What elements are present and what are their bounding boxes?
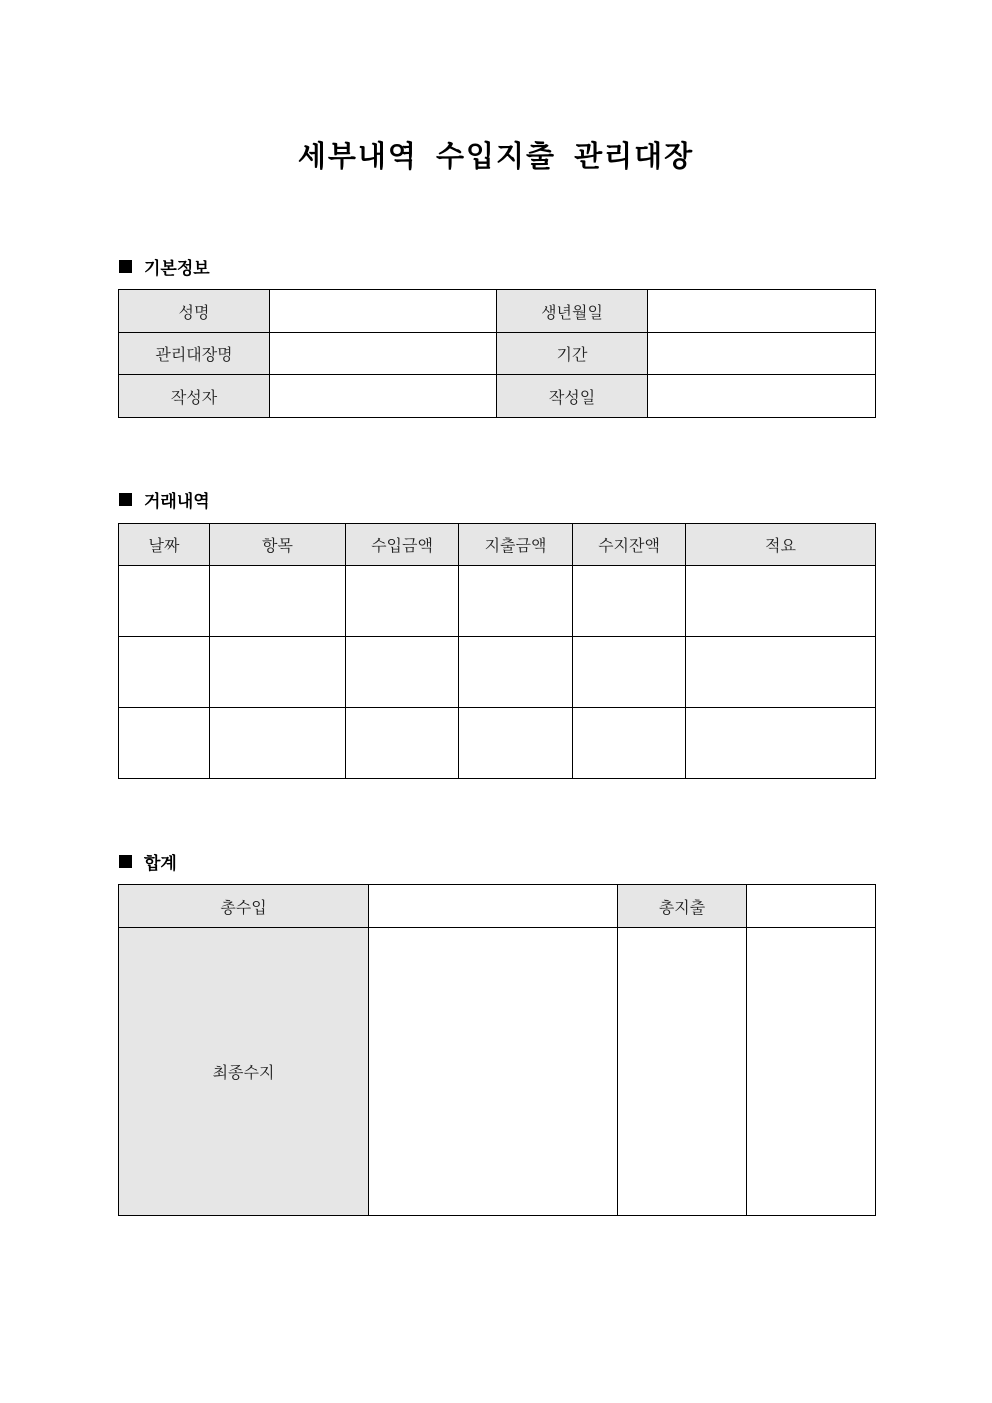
written-date-field[interactable] — [648, 375, 876, 418]
table-row — [119, 333, 876, 375]
balance-cell[interactable] — [573, 566, 686, 637]
item-cell[interactable] — [210, 566, 346, 637]
income-cell[interactable] — [346, 708, 459, 779]
section-heading-label: 거래내역 — [144, 492, 210, 512]
table-row — [119, 637, 876, 708]
square-bullet-icon — [119, 260, 132, 273]
total-income-label: 총수입 — [119, 885, 369, 928]
transactions-table — [118, 523, 876, 779]
memo-cell[interactable] — [686, 566, 876, 637]
date-cell[interactable] — [119, 708, 210, 779]
ledger-name-label: 관리대장명 — [119, 333, 270, 375]
table-row — [119, 290, 876, 333]
total-expense-label: 총지출 — [618, 885, 747, 928]
table-row — [119, 708, 876, 779]
table-header-row — [119, 524, 876, 566]
column-header-expense: 지출금액 — [459, 524, 573, 566]
final-balance-field[interactable] — [369, 928, 618, 1216]
item-cell[interactable] — [210, 637, 346, 708]
balance-cell[interactable] — [573, 708, 686, 779]
table-row — [119, 928, 876, 1216]
totals-table — [118, 884, 876, 1216]
total-income-field[interactable] — [369, 885, 618, 928]
blank-cell[interactable] — [618, 928, 747, 1216]
period-field[interactable] — [648, 333, 876, 375]
basic-info-table — [118, 289, 876, 418]
expense-cell[interactable] — [459, 637, 573, 708]
blank-cell[interactable] — [747, 928, 876, 1216]
column-header-income: 수입금액 — [346, 524, 459, 566]
memo-cell[interactable] — [686, 708, 876, 779]
table-row — [119, 566, 876, 637]
memo-cell[interactable] — [686, 637, 876, 708]
table-row — [119, 375, 876, 418]
date-cell[interactable] — [119, 566, 210, 637]
table-row — [119, 885, 876, 928]
birthdate-field[interactable] — [648, 290, 876, 333]
date-cell[interactable] — [119, 637, 210, 708]
column-header-item: 항목 — [210, 524, 346, 566]
ledger-name-field[interactable] — [270, 333, 497, 375]
author-field[interactable] — [270, 375, 497, 418]
column-header-memo: 적요 — [686, 524, 876, 566]
section-heading-basic-info — [119, 254, 210, 279]
balance-cell[interactable] — [573, 637, 686, 708]
column-header-date: 날짜 — [119, 524, 210, 566]
name-field[interactable] — [270, 290, 497, 333]
income-cell[interactable] — [346, 637, 459, 708]
section-heading-label: 기본정보 — [144, 259, 210, 279]
period-label: 기간 — [497, 333, 648, 375]
name-label: 성명 — [119, 290, 270, 333]
birthdate-label: 생년월일 — [497, 290, 648, 333]
square-bullet-icon — [119, 855, 132, 868]
total-expense-field[interactable] — [747, 885, 876, 928]
section-heading-totals — [119, 849, 177, 874]
item-cell[interactable] — [210, 708, 346, 779]
author-label: 작성자 — [119, 375, 270, 418]
square-bullet-icon — [119, 493, 132, 506]
document-title: 세부내역 수입지출 관리대장 — [297, 139, 695, 173]
column-header-balance: 수지잔액 — [573, 524, 686, 566]
expense-cell[interactable] — [459, 708, 573, 779]
section-heading-transactions — [119, 487, 210, 512]
written-date-label: 작성일 — [497, 375, 648, 418]
expense-cell[interactable] — [459, 566, 573, 637]
income-cell[interactable] — [346, 566, 459, 637]
final-balance-label: 최종수지 — [119, 928, 369, 1216]
section-heading-label: 합계 — [144, 854, 177, 874]
